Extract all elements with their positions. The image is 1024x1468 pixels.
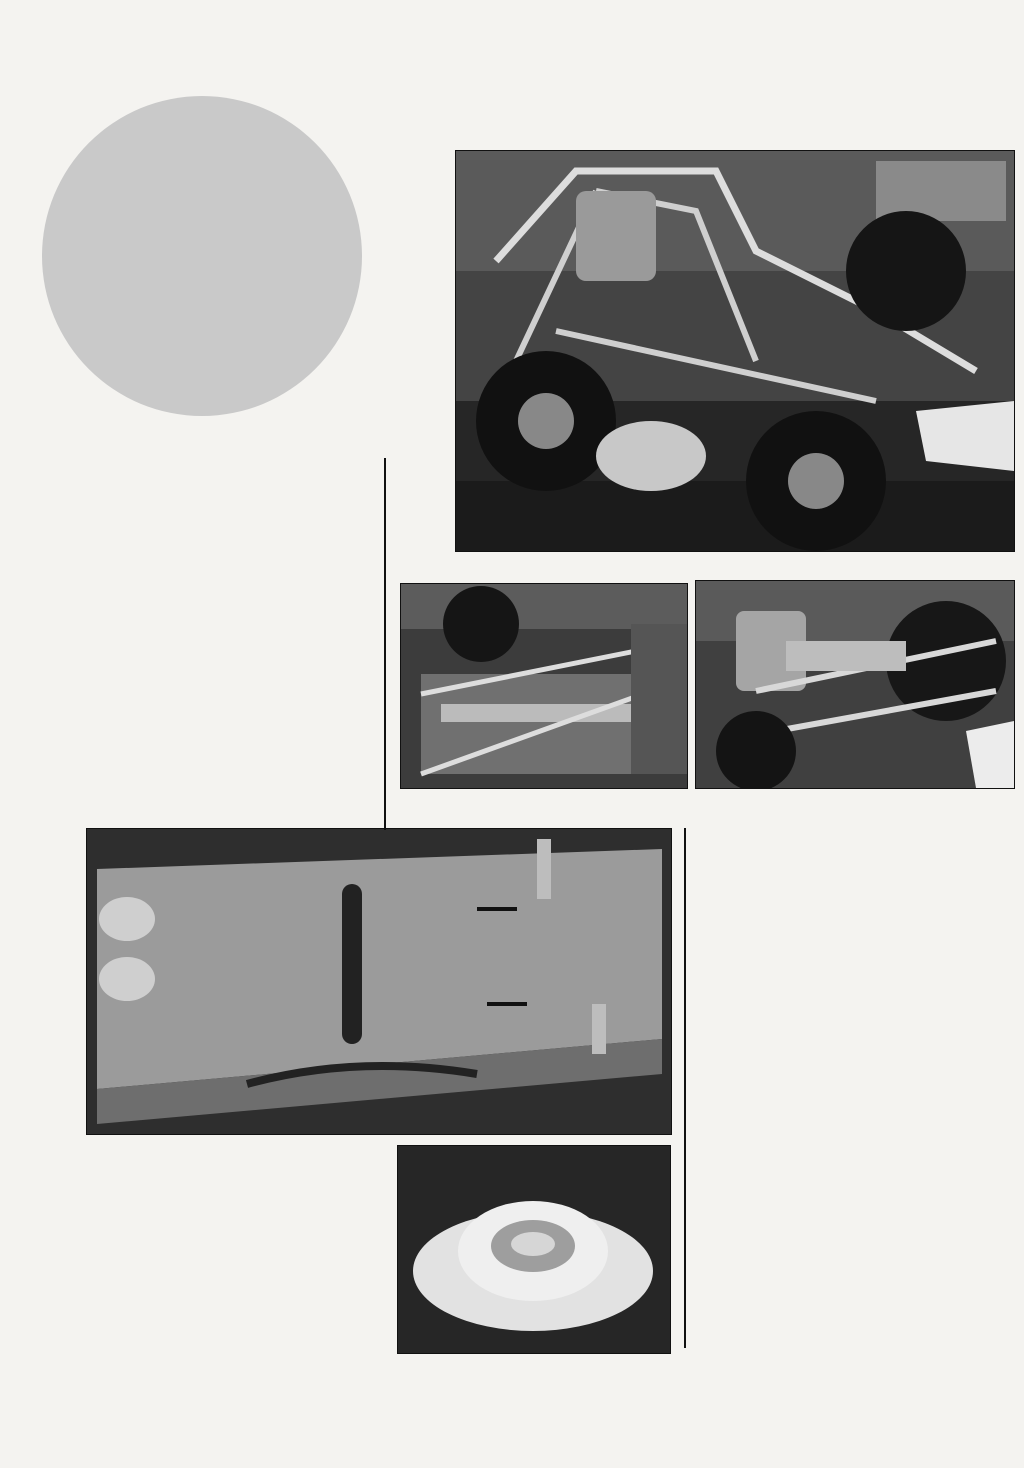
twist-column-rule — [384, 458, 386, 830]
chassis-illustration — [401, 584, 687, 788]
engine-illustration — [696, 581, 1014, 788]
washer-illustration — [398, 1146, 670, 1353]
photo-3-engine — [695, 580, 1015, 789]
photo-2-chassis-top — [400, 583, 688, 789]
banc-column-rule — [684, 828, 686, 1348]
news-logo — [20, 90, 440, 430]
logo-grey-circle — [42, 96, 362, 416]
photo-4-starter-box — [86, 828, 672, 1135]
starter-box-illustration — [87, 829, 671, 1134]
twist-buggy-illustration — [456, 151, 1014, 551]
photo-5-starter-washer — [397, 1145, 671, 1354]
photo-1-twist-4x4 — [455, 150, 1015, 552]
